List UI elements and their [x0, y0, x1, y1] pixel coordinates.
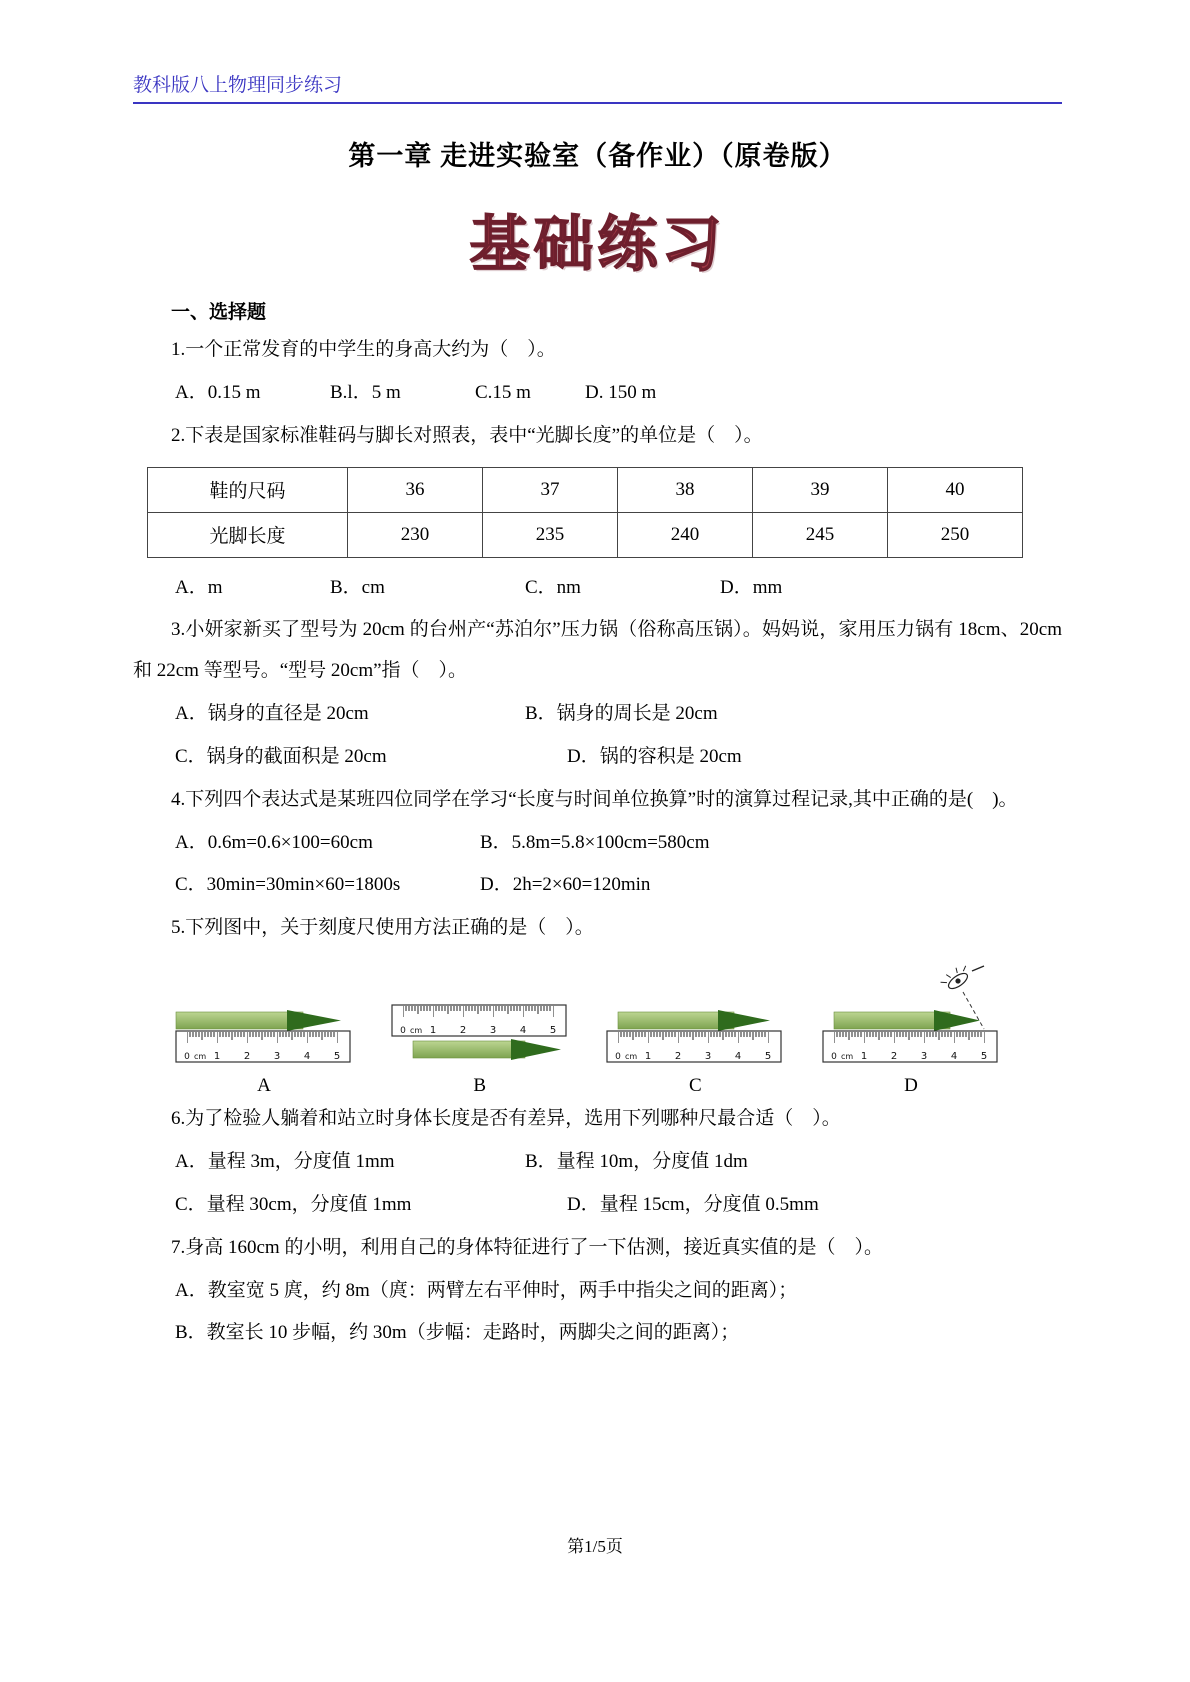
q3-stem: 3.小妍家新买了型号为 20cm 的台州产“苏泊尔”压力锅（俗称高压锅）。妈妈说，家用压力锅有 18cm、20cm 和 22cm 等型号。“型号 20cm”指（ ）。: [133, 619, 1062, 682]
object-arrow: [287, 1010, 341, 1031]
figure-a: [175, 965, 353, 1097]
measured-object: [176, 1010, 341, 1031]
measured-object: [834, 1010, 980, 1031]
ruler-number: 5: [765, 1051, 772, 1063]
ruler-number: 3: [273, 1051, 281, 1063]
figure-a-label: A: [257, 1075, 271, 1097]
q7-option-b-row: [133, 1313, 1062, 1354]
q4-stem: 4.下列四个表达式是某班四位同学在学习“长度与时间单位换算”时的演算过程记录,其中正确的是( )。: [171, 788, 1018, 810]
q7-stem: 7.身高 160cm 的小明，利用自己的身体特征进行了一下估测，接近真实值的是（ ）。: [171, 1236, 883, 1258]
ruler: [392, 1005, 566, 1036]
q7-option-a: A．教室宽 5 庹，约 8m（庹：两臂左右平伸时，两手中指尖之间的距离）；: [175, 1279, 798, 1301]
ruler-unit-label: cm: [194, 1052, 207, 1062]
measured-object: [618, 1010, 770, 1031]
ruler-number: 1: [860, 1051, 868, 1063]
ruler-figure-b: [391, 965, 569, 1065]
q3-option-c: C．锅身的截面积是 20cm: [175, 745, 387, 767]
ruler-number: 3: [920, 1051, 928, 1063]
ruler-number: 4: [735, 1051, 742, 1063]
q2-option-d: D．mm: [720, 576, 783, 598]
q3-option-d: D．锅的容积是 20cm: [567, 745, 742, 767]
ruler-number: 5: [333, 1051, 341, 1063]
ruler-number: 4: [519, 1025, 526, 1037]
ruler-zero-label: 0: [831, 1052, 837, 1063]
q5-stem: 5.下列图中，关于刻度尺使用方法正确的是（ ）。: [171, 917, 594, 939]
ruler-figure-a: [175, 965, 353, 1065]
q4-option-c: C．30min=30min×60=1800s: [175, 874, 401, 896]
object-arrow: [511, 1039, 561, 1060]
q1-option-a: A．0.15 m: [175, 381, 261, 403]
ruler-number: 3: [489, 1025, 496, 1037]
figure-c: [606, 965, 784, 1097]
shoe-size-table: [147, 467, 1023, 558]
q4-options-cd: [133, 865, 1062, 906]
ruler-number: 2: [243, 1051, 251, 1063]
ruler-number: 5: [549, 1025, 556, 1037]
q6-options-cd: [133, 1185, 1062, 1226]
doc-header-text: 教科版八上物理同步练习: [133, 75, 343, 96]
q2-option-b: B．cm: [330, 576, 385, 598]
q3-option-b: B．锅身的周长是 20cm: [525, 703, 718, 725]
ruler-number: 1: [645, 1051, 652, 1063]
table-cell: 光脚长度: [148, 512, 348, 557]
q3-options-ab: [133, 694, 1062, 735]
table-cell: 38: [618, 467, 753, 512]
ruler-number: 2: [675, 1051, 682, 1063]
table-cell: 245: [753, 512, 888, 557]
table-cell: 230: [348, 512, 483, 557]
ruler: [823, 1031, 997, 1062]
ruler-number: 1: [213, 1051, 221, 1063]
q4-option-b: B．5.8m=5.8×100cm=580cm: [480, 831, 710, 853]
object-arrow: [718, 1010, 770, 1031]
table-cell: 250: [888, 512, 1023, 557]
table-cell: 235: [483, 512, 618, 557]
q4-option-a: A．0.6m=0.6×100=60cm: [175, 831, 373, 853]
q6-option-a: A．量程 3m，分度值 1mm: [175, 1150, 395, 1172]
q3-option-a: A．锅身的直径是 20cm: [175, 703, 369, 725]
ruler-number: 2: [459, 1025, 466, 1037]
figure-b-label: B: [473, 1075, 486, 1097]
q1-option-d: D. 150 m: [585, 381, 657, 403]
figure-d-label: D: [904, 1075, 918, 1097]
q7-option-b: B．教室长 10 步幅，约 30m（步幅：走路时，两脚尖之间的距离）；: [175, 1322, 740, 1344]
q4-option-d: D．2h=2×60=120min: [480, 874, 651, 896]
ruler-number: 1: [429, 1025, 436, 1037]
q2-option-c: C．nm: [525, 576, 581, 598]
eye-icon: [939, 965, 973, 994]
q6-stem: 6.为了检验人躺着和站立时身体长度是否有差异，选用下列哪种尺最合适（ ）。: [171, 1108, 841, 1130]
header-divider: [133, 102, 1062, 104]
ruler-number: 3: [705, 1051, 712, 1063]
ruler-unit-label: cm: [625, 1052, 638, 1062]
q1-option-b: B.l．5 m: [330, 381, 401, 403]
ruler-number: 4: [950, 1051, 958, 1063]
figure-c-label: C: [688, 1075, 702, 1097]
section-heading: 一、选择题: [171, 302, 267, 323]
object-arrow: [934, 1010, 980, 1031]
ruler-zero-label: 0: [615, 1052, 622, 1063]
ruler-number: 4: [303, 1051, 311, 1063]
table-cell: 40: [888, 467, 1023, 512]
banner-title: 基础练习: [469, 210, 726, 280]
table-cell: 37: [483, 467, 618, 512]
table-cell: 鞋的尺码: [148, 467, 348, 512]
ruler-zero-label: 0: [184, 1052, 190, 1063]
q6-option-b: B．量程 10m，分度值 1dm: [525, 1150, 748, 1172]
ruler-unit-label: cm: [409, 1026, 422, 1036]
table-row: [148, 512, 1023, 557]
q1-stem: 1.一个正常发育的中学生的身高大约为（ ）。: [171, 339, 556, 360]
ruler: [607, 1031, 781, 1062]
q3-options-cd: [133, 737, 1062, 778]
q5-figures: [133, 951, 1062, 1097]
figure-d: [822, 965, 1000, 1097]
measured-object: [413, 1039, 561, 1060]
ruler-zero-label: 0: [399, 1026, 406, 1037]
ruler-figure-c: [606, 965, 784, 1065]
q1-options: [133, 373, 1062, 414]
q2-option-a: A．m: [175, 576, 223, 598]
q6-option-c: C．量程 30cm，分度值 1mm: [175, 1193, 412, 1215]
ruler-figure-d: [822, 965, 1000, 1065]
q2-stem: 2.下表是国家标准鞋码与脚长对照表，表中“光脚长度”的单位是（ ）。: [171, 424, 763, 446]
q2-options: [133, 568, 1062, 609]
chapter-title: 第一章 走进实验室（备作业）（原卷版）: [348, 141, 847, 171]
ruler: [176, 1031, 350, 1062]
q6-option-d: D．量程 15cm，分度值 0.5mm: [567, 1193, 819, 1215]
table-cell: 240: [618, 512, 753, 557]
table-row: [148, 467, 1023, 512]
q1-option-c: C.15 m: [475, 381, 531, 403]
figure-b: [391, 965, 569, 1097]
page-number: 第1/5页: [567, 1537, 623, 1556]
q7-option-a-row: [133, 1271, 1062, 1312]
q4-options-ab: [133, 823, 1062, 864]
table-cell: 36: [348, 467, 483, 512]
ruler-number: 5: [980, 1051, 988, 1063]
table-cell: 39: [753, 467, 888, 512]
ruler-number: 2: [890, 1051, 898, 1063]
ruler-unit-label: cm: [840, 1052, 854, 1062]
eye-slash-mark: [972, 966, 984, 971]
q6-options-ab: [133, 1142, 1062, 1183]
